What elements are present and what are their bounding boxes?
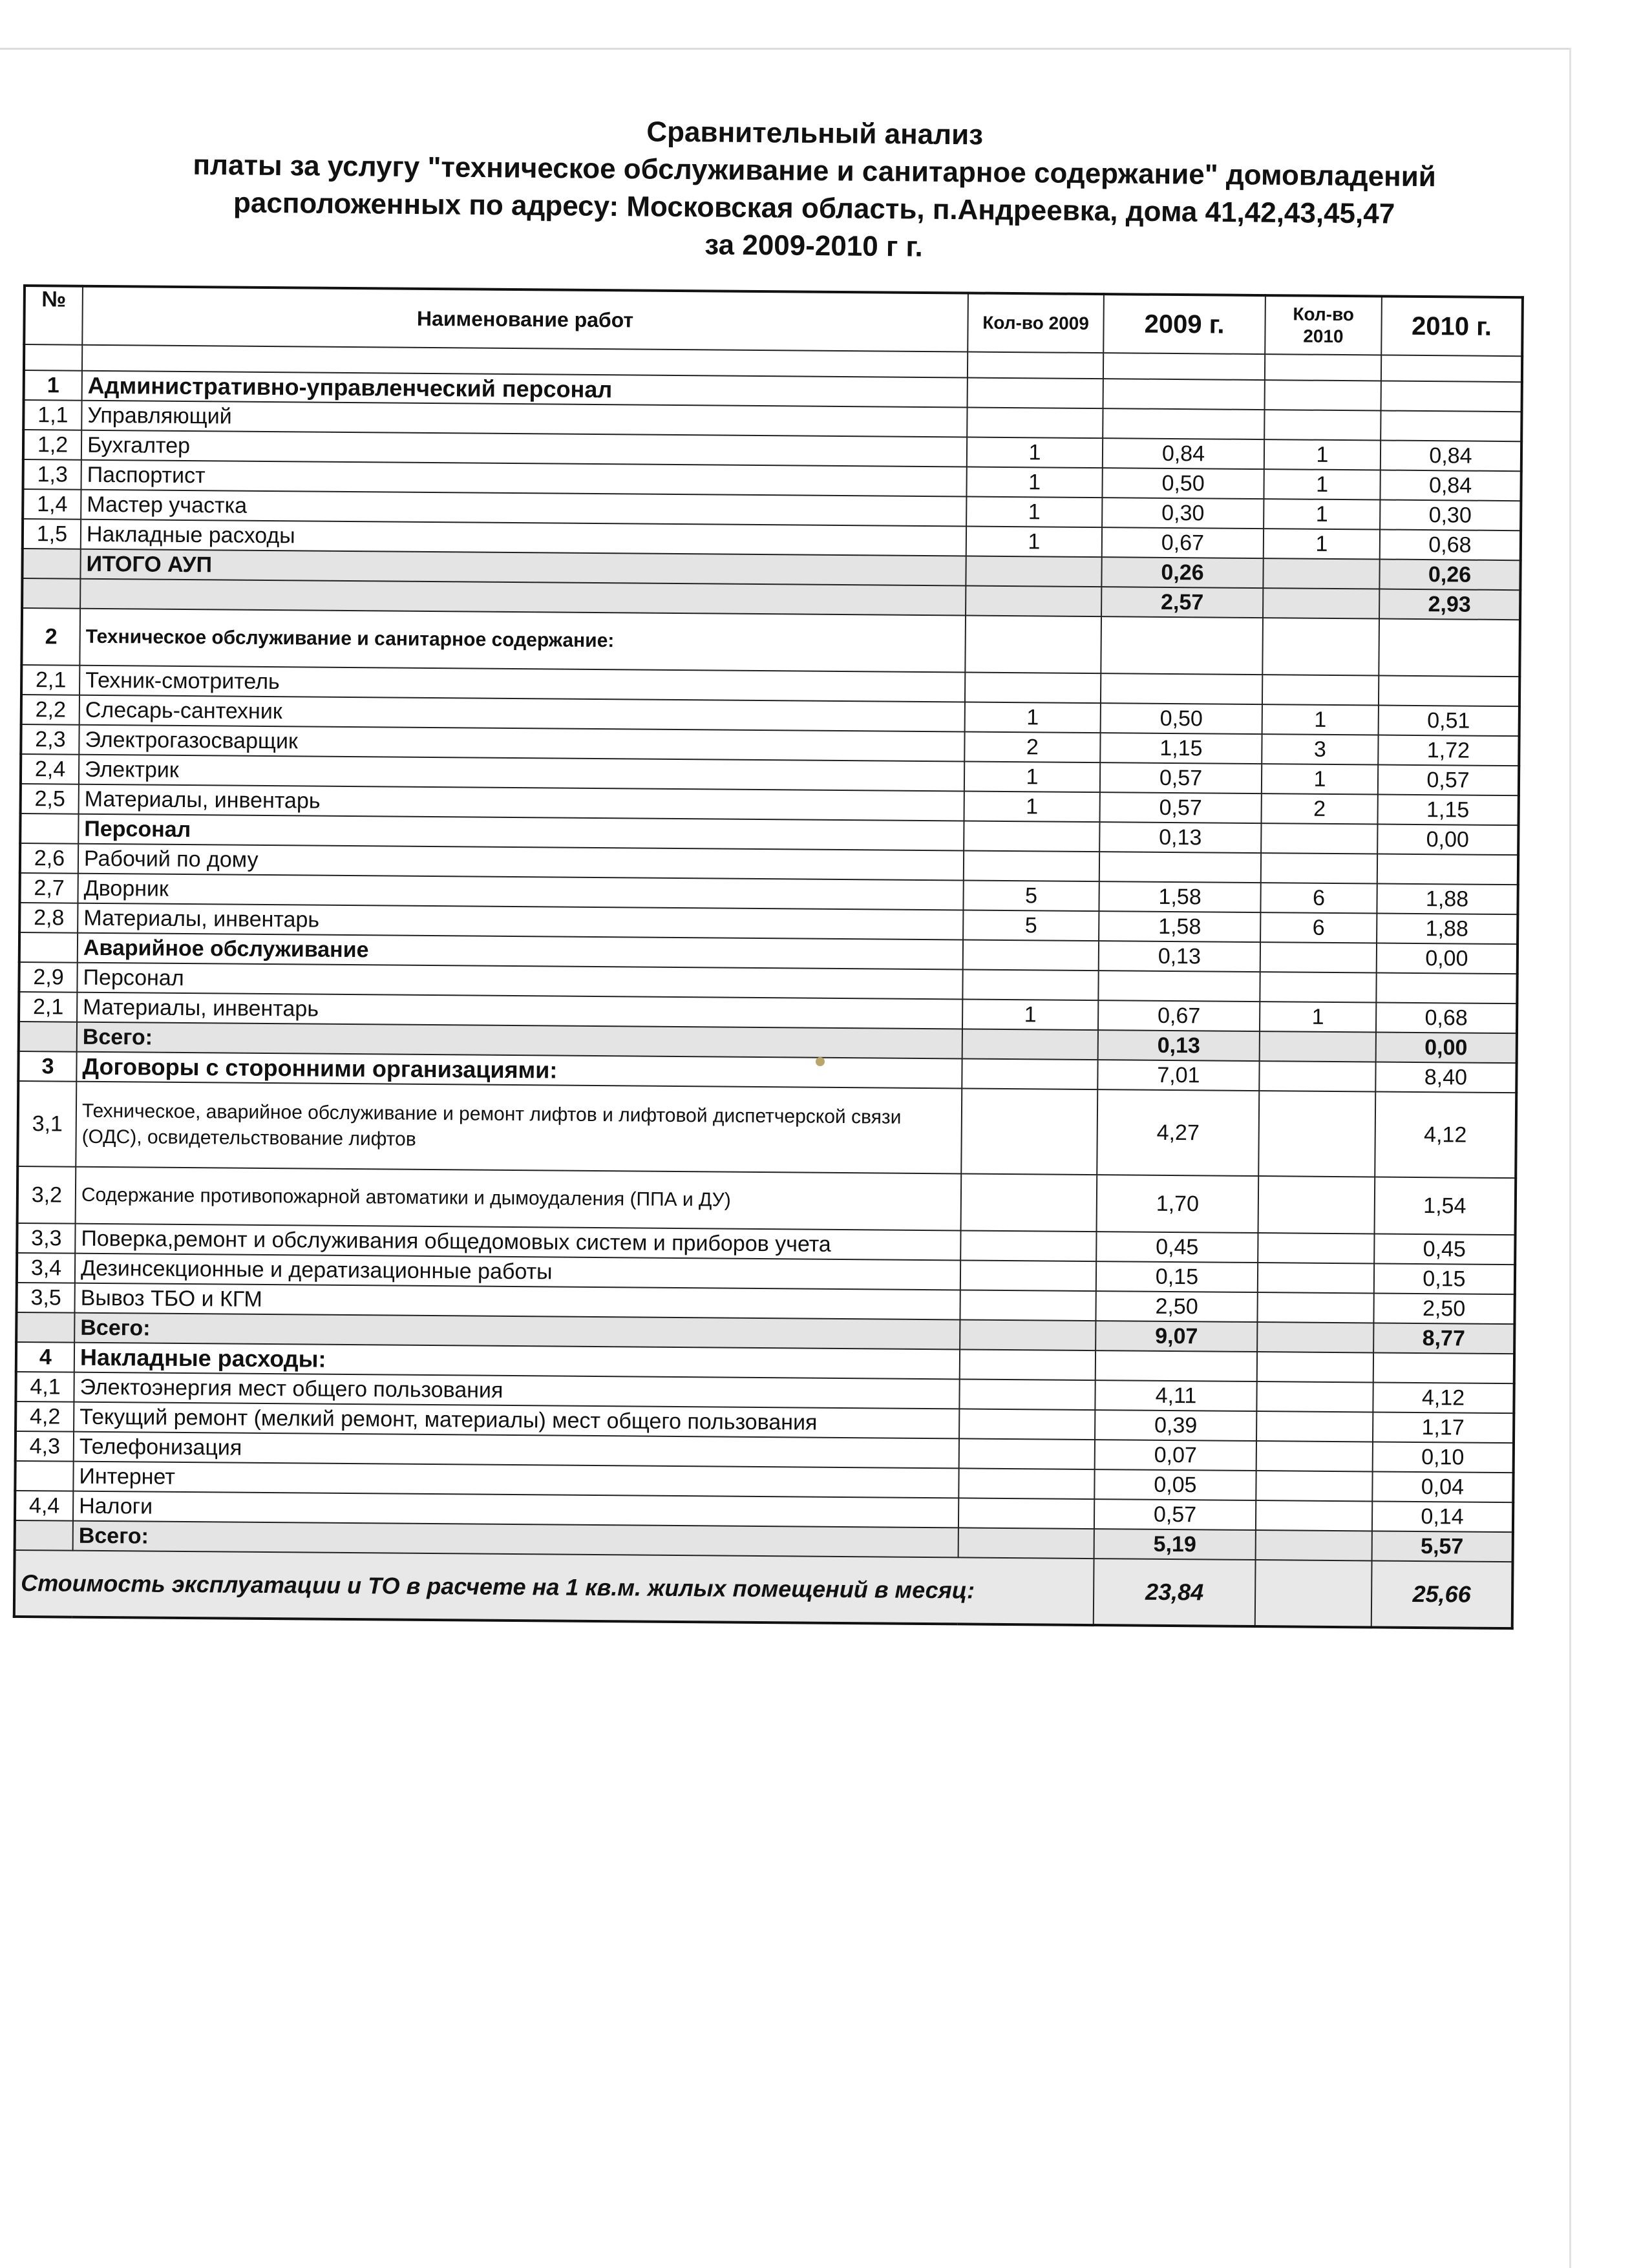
row-value-2009 [1099,852,1261,883]
row-value-2009: 0,67 [1102,527,1264,558]
header-num: № [24,286,83,345]
row-number: 2,3 [21,724,79,755]
row-qty-2009: 1 [964,791,1100,822]
row-qty-2010 [1256,1471,1372,1501]
row-name: Мастер участка [81,490,966,527]
row-name: Дворник [78,874,963,910]
row-value-2010 [1379,675,1519,706]
row-number: 3,2 [17,1166,76,1224]
row-value-2009: 0,15 [1096,1261,1258,1292]
row-qty-2009 [958,1498,1094,1529]
header-year-2009: 2009 г. [1103,294,1265,354]
row-qty-2009 [959,1438,1095,1469]
final-cost-label: Стоимость эксплуатации и ТО в расчете на 1 кв.м. жилых помещений в месяц: [14,1550,1094,1625]
row-value-2009: 0,57 [1100,792,1262,823]
document-title [0,107,1630,273]
row-value-2010: 1,72 [1378,735,1519,766]
row-name: Бухгалтер [81,430,967,467]
row-number: 1,2 [23,430,81,460]
page-edge-top [0,48,1571,50]
row-name: Материалы, инвентарь [77,992,962,1029]
row-qty-2009 [965,672,1101,703]
row-value-2010: 4,12 [1375,1091,1516,1178]
row-name: Электрогазосварщик [79,725,964,762]
row-value-2010: 0,45 [1374,1234,1515,1265]
row-number [20,814,78,844]
row-value-2009 [1103,408,1264,439]
row-qty-2009 [965,615,1101,673]
row-qty-2009 [960,1230,1096,1261]
row-qty-2010: 1 [1264,499,1380,529]
row-value-2010: 1,17 [1373,1412,1514,1443]
row-qty-2009 [960,1319,1095,1350]
row-qty-2009 [964,850,1099,881]
row-number: 2,4 [21,754,79,784]
row-number [16,1312,74,1343]
row-qty-2010: 1 [1264,439,1381,470]
row-name: Электоэнергия мест общего пользования [74,1372,959,1409]
row-number: 1,5 [23,519,81,549]
row-value-2010: 1,88 [1377,913,1518,944]
row-value-2010: 0,30 [1380,499,1521,530]
row-name: Паспортист [81,460,967,497]
row-value-2009 [1101,673,1262,704]
row-value-2010: 0,84 [1381,441,1521,472]
row-qty-2010 [1257,1292,1373,1323]
row-number [15,1461,73,1491]
row-number: 2,8 [19,903,78,933]
row-qty-2009 [964,821,1099,852]
row-number [15,1520,73,1551]
row-name: Персонал [77,963,962,1000]
row-value-2009: 2,50 [1095,1291,1257,1322]
row-qty-2009: 1 [966,496,1102,527]
row-name: Техническое обслуживание и санитарное содержание: [79,609,966,673]
row-number: 2,1 [19,992,77,1022]
row-value-2010: 0,51 [1379,705,1519,736]
row-value-2009: 9,07 [1095,1321,1257,1352]
row-number: 4 [16,1342,74,1372]
row-qty-2010: 1 [1264,529,1380,559]
row-qty-2010 [1256,1411,1373,1442]
row-qty-2010: 6 [1260,912,1377,943]
comparison-table-wrapper [13,284,1521,1630]
title-line-3: расположенных по адресу: Московская область, п.Андреевка, дома 41,42,43,45,47 [233,187,1395,230]
row-name: Налоги [73,1491,958,1528]
row-qty-2009: 1 [967,437,1103,468]
row-number: 2 [21,608,80,666]
final-cost-row [14,1550,1513,1628]
row-number: 3,5 [17,1283,75,1313]
row-qty-2009 [959,1379,1095,1410]
row-number: 4,3 [16,1431,74,1462]
header-qty-2010: Кол-во 2010 [1265,295,1382,355]
row-qty-2010 [1265,380,1381,410]
row-value-2010: 2,93 [1379,589,1520,620]
row-value-2009: 1,70 [1097,1175,1259,1233]
row-number [19,1022,77,1052]
row-value-2010 [1373,1352,1514,1383]
row-value-2009 [1103,379,1265,410]
row-value-2010: 2,50 [1373,1293,1514,1324]
row-number: 3,1 [17,1081,76,1167]
row-value-2010: 0,00 [1376,1032,1517,1063]
row-name: Электрик [79,755,964,792]
row-name: Материалы, инвентарь [79,784,964,821]
header-qty-2009: Кол-во 2009 [968,293,1104,353]
row-value-2010: 0,15 [1374,1263,1515,1294]
header-year-2010: 2010 г. [1381,297,1523,357]
row-qty-2009 [962,1058,1097,1089]
row-number: 4,1 [16,1372,74,1402]
row-name: Поверка,ремонт и обслуживания общедомовых систем и приборов учета [75,1224,960,1261]
row-qty-2010: 1 [1262,764,1378,794]
page-edge-right [1569,48,1571,2268]
row-value-2010 [1381,381,1522,412]
row-qty-2010 [1258,1176,1375,1234]
row-qty-2009 [960,1349,1095,1380]
row-qty-2010 [1257,1352,1373,1382]
row-qty-2009 [960,1260,1096,1291]
row-qty-2010: 1 [1264,469,1380,499]
row-value-2009 [1098,971,1260,1002]
row-qty-2009: 1 [966,467,1102,498]
row-name: Всего: [73,1521,958,1558]
row-qty-2010 [1256,1441,1373,1471]
row-number: 4,2 [16,1402,74,1432]
row-value-2010: 1,54 [1375,1177,1516,1235]
row-number: 3 [18,1051,76,1082]
row-qty-2009: 1 [962,999,1098,1030]
row-qty-2010 [1258,1233,1374,1263]
title-line-2: платы за услугу "техническое обслуживание и санитарное содержание" домовладений [193,149,1437,193]
row-value-2009: 0,05 [1094,1469,1256,1500]
header-name: Наименование работ [82,286,968,352]
row-qty-2010 [1261,823,1377,854]
row-value-2010: 0,26 [1379,559,1520,590]
row-value-2010: 1,88 [1377,883,1518,914]
row-qty-2010 [1263,588,1379,618]
row-qty-2009 [959,1409,1095,1440]
row-name: Административно-управленческий персонал [82,371,968,408]
row-qty-2010: 6 [1260,883,1377,913]
row-value-2009: 7,01 [1097,1060,1259,1091]
row-value-2010 [1376,972,1517,1003]
row-value-2009: 1,58 [1099,881,1260,912]
row-qty-2009: 5 [963,910,1099,941]
comparison-table [13,284,1524,1630]
row-name: Накладные расходы [81,520,966,556]
row-name: Накладные расходы: [74,1343,960,1380]
final-cost-2009: 23,84 [1094,1559,1256,1626]
row-value-2010: 0,68 [1376,1002,1517,1033]
row-qty-2010 [1257,1322,1373,1352]
row-value-2009: 0,26 [1101,557,1263,588]
row-value-2010 [1379,618,1520,677]
row-qty-2010 [1258,1091,1375,1177]
row-name: Дезинсекционные и дератизационные работы [75,1254,960,1290]
row-value-2010: 8,40 [1375,1062,1516,1093]
row-qty-2010: 1 [1260,1002,1376,1032]
row-qty-2009 [958,1468,1094,1499]
row-value-2010: 0,57 [1378,764,1519,795]
row-name: Материалы, инвентарь [78,903,963,940]
row-qty-2010 [1264,410,1381,440]
row-name: Договоры с сторонними организациями: [76,1052,962,1089]
row-name: Текущий ремонт (мелкий ремонт, материалы) мест общего пользования [74,1402,959,1439]
row-value-2009: 0,67 [1098,1000,1260,1031]
row-name: Техник-смотритель [79,666,965,702]
row-name: Аварийное обслуживание [78,933,963,970]
row-value-2010: 0,84 [1380,470,1521,501]
row-value-2010: 1,15 [1378,794,1519,825]
row-qty-2010 [1261,853,1377,883]
row-qty-2009 [961,1173,1097,1232]
row-number: 1,3 [23,459,81,490]
row-value-2009: 4,11 [1095,1380,1256,1411]
row-qty-2009 [966,556,1101,587]
row-qty-2010 [1256,1381,1373,1412]
row-qty-2010 [1259,1061,1375,1091]
row-number: 1 [24,370,82,401]
row-qty-2009 [967,407,1103,438]
row-value-2009: 0,50 [1101,703,1262,734]
row-value-2009: 0,45 [1096,1232,1258,1263]
row-value-2009 [1095,1350,1257,1381]
row-value-2010: 0,04 [1372,1471,1513,1502]
row-value-2009 [1101,616,1263,675]
row-value-2009: 1,15 [1100,733,1262,764]
row-name: Рабочий по дому [78,844,964,881]
row-value-2010: 0,68 [1380,529,1521,560]
row-number [22,549,80,579]
row-value-2010: 5,57 [1372,1531,1513,1562]
row-qty-2009 [968,377,1103,408]
row-value-2009: 0,39 [1095,1410,1256,1441]
row-qty-2010 [1262,618,1379,675]
row-qty-2010: 1 [1262,704,1379,735]
row-value-2010 [1377,854,1518,885]
row-name: Всего: [74,1313,960,1350]
row-value-2010 [1381,411,1521,442]
row-value-2010: 8,77 [1373,1323,1514,1354]
row-number [19,932,78,963]
row-value-2009: 5,19 [1094,1529,1256,1560]
row-name: Персонал [78,814,964,851]
row-value-2009: 0,50 [1102,468,1264,499]
row-qty-2010 [1260,1031,1376,1062]
row-qty-2010 [1260,942,1377,972]
row-value-2009: 0,07 [1095,1440,1256,1471]
row-qty-2009: 5 [963,880,1099,911]
row-value-2009: 0,57 [1100,762,1262,793]
row-name: Всего: [77,1022,962,1059]
final-cost-2010: 25,66 [1371,1560,1513,1628]
row-value-2009: 2,57 [1101,587,1263,618]
row-number: 2,6 [20,843,78,874]
row-number: 3,4 [17,1253,75,1283]
row-value-2010: 0,00 [1377,824,1518,855]
row-value-2009: 0,13 [1099,941,1260,972]
row-qty-2010: 3 [1262,734,1378,764]
row-qty-2009: 1 [966,526,1102,557]
row-value-2010: 0,14 [1372,1501,1513,1532]
row-value-2010: 0,10 [1373,1442,1514,1473]
row-name: Интернет [73,1462,958,1498]
row-number: 2,1 [21,665,79,695]
row-value-2009: 0,30 [1102,498,1264,529]
row-name: Техническое, аварийное обслуживание и ремонт лифтов и лифтовой диспетчерской связи (ОДС), освидетельствование лифтов [76,1082,962,1174]
row-qty-2010 [1258,1263,1374,1293]
row-qty-2009 [962,1029,1098,1060]
row-qty-2009 [960,1290,1095,1321]
row-number: 3,3 [17,1223,75,1254]
row-qty-2009 [961,1088,1097,1175]
row-qty-2010: 2 [1262,793,1378,824]
row-value-2009: 0,13 [1098,1030,1260,1061]
row-qty-2010 [1256,1500,1372,1531]
row-qty-2010 [1260,972,1376,1002]
row-number: 2,2 [21,695,79,725]
row-number: 1,4 [23,489,81,520]
scan-speck [816,1057,825,1066]
title-line-1: Сравнительный анализ [646,116,984,151]
row-value-2009: 0,57 [1094,1499,1256,1530]
row-qty-2009 [958,1528,1094,1559]
row-qty-2010 [1256,1530,1372,1560]
row-value-2009: 0,84 [1103,438,1264,469]
row-name: Содержание противопожарной автоматики и дымоудаления (ППА и ДУ) [76,1167,962,1231]
row-number: 4,4 [15,1491,73,1521]
row-number: 2,7 [19,873,78,903]
row-value-2009: 4,27 [1097,1089,1259,1176]
row-number: 2,5 [21,784,79,814]
row-qty-2009: 1 [965,702,1101,733]
row-value-2009: 1,58 [1099,911,1260,942]
row-name: Слесарь-сантехник [79,695,965,732]
row-number: 2,9 [19,962,77,992]
row-qty-2009 [962,969,1098,1000]
row-value-2009: 0,13 [1099,822,1261,853]
row-qty-2010 [1263,558,1379,589]
row-name: Вывоз ТБО и КГМ [75,1283,960,1320]
row-qty-2010 [1262,675,1379,705]
row-name: Управляющий [81,401,967,437]
row-value-2010: 0,00 [1377,943,1518,974]
row-qty-2009: 1 [964,761,1100,792]
row-qty-2009 [963,940,1099,971]
row-number [22,578,80,609]
row-name: Телефонизация [74,1432,959,1469]
row-qty-2009 [966,585,1101,616]
title-line-4: за 2009-2010 г г. [704,229,923,263]
row-name: ИТОГО АУП [80,549,966,586]
table-body [15,370,1522,1562]
row-qty-2009: 2 [964,731,1100,762]
row-value-2010: 4,12 [1373,1382,1514,1413]
table-row [17,1081,1516,1178]
row-number: 1,1 [23,400,81,430]
